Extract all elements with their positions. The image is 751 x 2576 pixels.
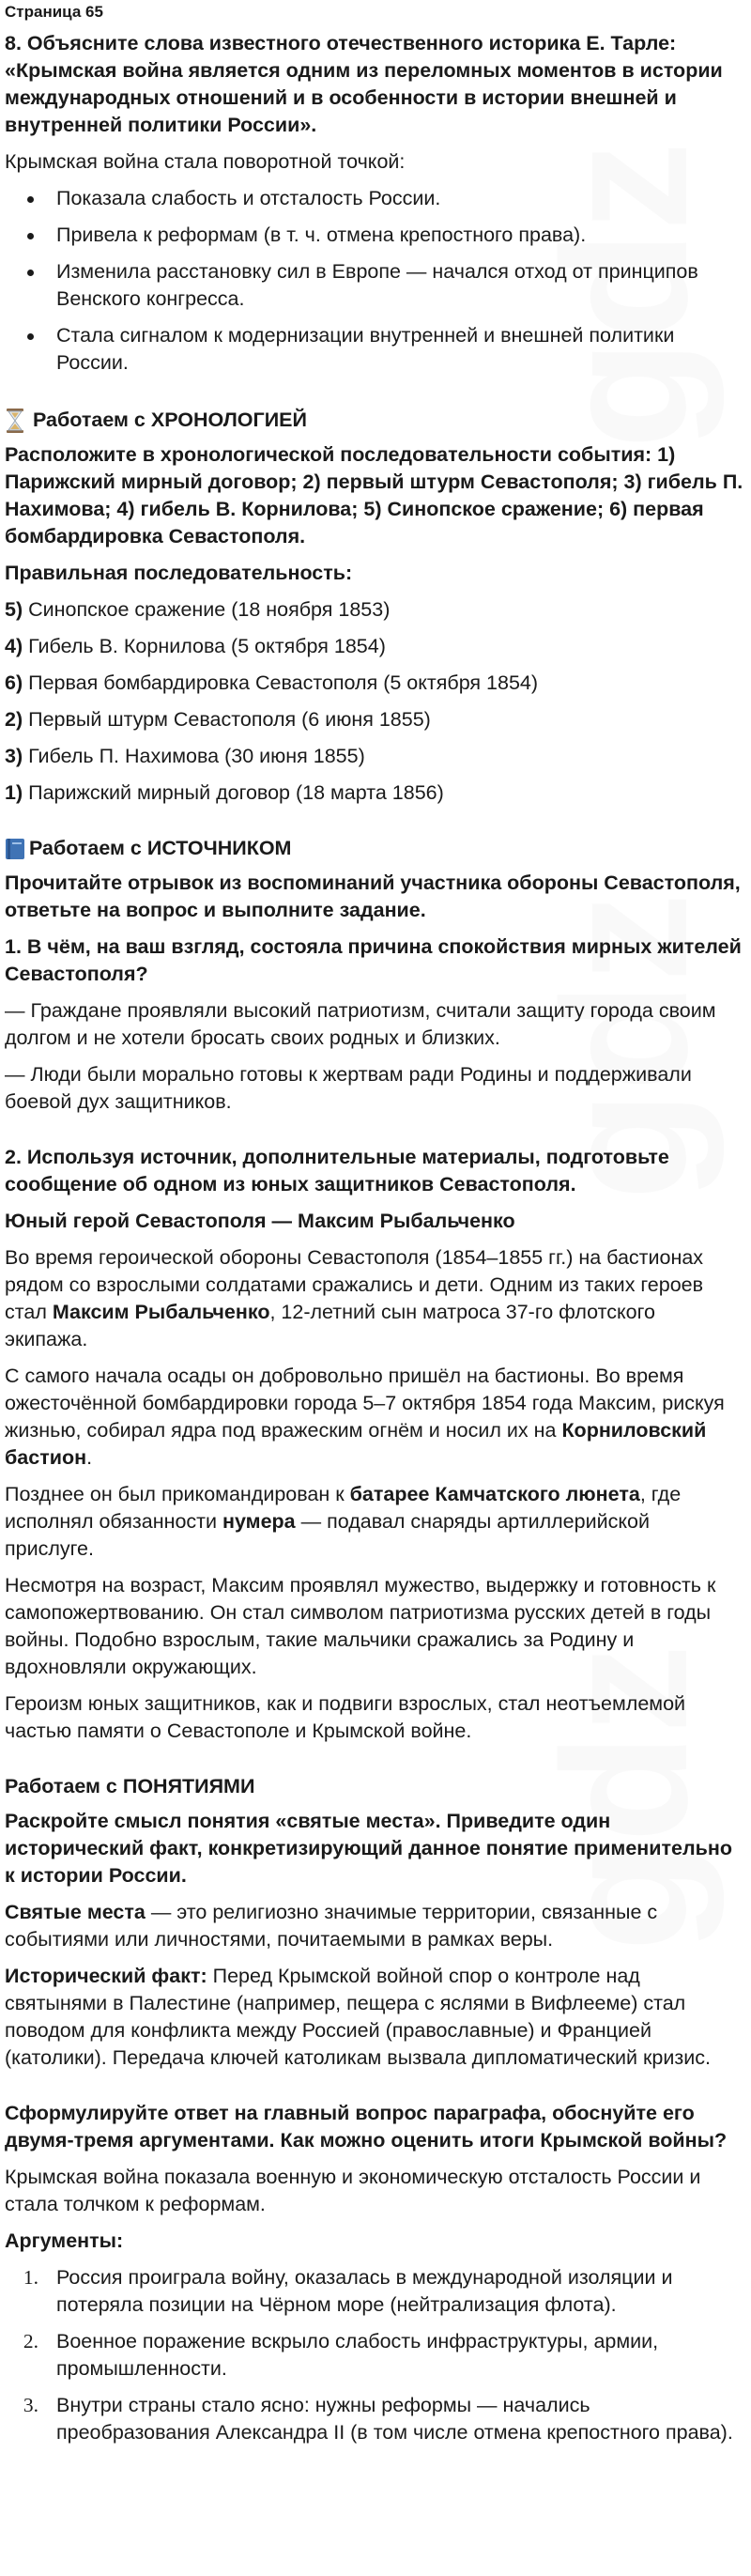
concepts-fact: Исторический факт: Перед Крымской войной спор о контроле над святынями в Палестине (например, пещера с яслями в Вифлееме) стал поводом для конфликта между Россией (православные) и Францией (католики). Передача ключей католикам вызвала дипломатический кризис. [5,1965,711,2069]
hero-title: Юный герой Севастополя — Максим Рыбальченко [5,1210,515,1232]
q8-section [5,30,743,377]
final-args-list [5,2264,743,2446]
list-item: Привела к реформам (в т. ч. отмена крепостного права). [5,222,743,249]
list-item: Стала сигналом к модернизации внутренней и внешней политики России. [5,322,743,377]
hero-paragraph-1: Во время героической обороны Севастополя (1854–1855 гг.) на бастионах рядом со взрослыми солдатами сражались и дети. Одним из таких героев стал Максим Рыбальченко, 12-летний сын матроса 37-го флотского экипажа. [5,1246,704,1350]
q8-intro: Крымская война стала поворотной точкой: [5,150,406,173]
list-item: 3. Внутри страны стало ясно: нужны реформы — начались преобразования Александра II (в том числе отмена крепостного права). [23,2394,733,2444]
final-answer: Крымская война показала военную и экономическую отсталость России и стала толчком к реформам. [5,2166,701,2215]
concepts-heading: Работаем с ПОНЯТИЯМИ [5,1775,255,1797]
book-icon [5,838,25,860]
chronology-sequence [5,596,743,807]
chronology-task: Расположите в хронологической последовательности события: 1) Парижский мирный договор; 2) первый штурм Севастополя; 3) гибель П. Нахимова; 4) гибель В. Корнилова; 5) Синопское сражение; 6) первая бомбардировка Севастополя. [5,443,743,548]
concepts-section [5,1773,743,2072]
q8-bullet-list [5,185,743,377]
chronology-answer-label: Правильная последовательность: [5,562,353,584]
list-item: 2) Первый штурм Севастополя (6 июня 1855) [5,708,431,731]
source-heading: Работаем с ИСТОЧНИКОМ [5,835,743,862]
list-item: 1) Парижский мирный договор (18 марта 1856) [5,781,444,804]
hero-paragraph-4: Несмотря на возраст, Максим проявлял мужество, выдержку и готовность к самопожертвованию. Он стал символом патриотизма русских детей в годы войны. Подобно взрослым, такие мальчики сражались за Родину и вдохновляли окружающих. [5,1574,716,1678]
source-section [5,835,743,1745]
hero-paragraph-2: С самого начала осады он добровольно пришёл на бастионы. Во время ожесточённой бомбардировки города 5–7 октября 1854 года Максим, рискуя жизнью, собирал ядра под вражеским огнём и носил их на Корниловский бастион. [5,1365,725,1469]
q8-question: 8. Объясните слова известного отечественного историка Е. Тарле: «Крымская война является одним из переломных моментов в истории международных отношений и в особенности в истории внешней и внутренней политики России». [5,32,723,136]
hero-paragraph-3: Позднее он был прикомандирован к батарее Камчатского люнета, где исполнял обязанности нумера — подавал снаряды артиллерийской прислуге. [5,1483,682,1560]
chronology-section [5,407,743,807]
list-item: Изменила расстановку сил в Европе — начался отход от принципов Венского конгресса. [5,258,743,313]
chronology-heading: Работаем с ХРОНОЛОГИЕЙ [5,407,743,434]
source-answer-1a: — Граждане проявляли высокий патриотизм, считали защиту города своим долгом и не хотели бросать своих родных и близких. [5,999,716,1049]
final-section [5,2100,743,2446]
list-item: 5) Синопское сражение (18 ноября 1853) [5,598,391,621]
list-item: 6) Первая бомбардировка Севастополя (5 октября 1854) [5,671,539,694]
list-item: 4) Гибель В. Корнилова (5 октября 1854) [5,635,386,657]
list-item: 3) Гибель П. Нахимова (30 июня 1855) [5,745,365,767]
source-answer-1b: — Люди были морально готовы к жертвам ради Родины и поддерживали боевой дух защитников. [5,1063,692,1113]
hourglass-icon [5,409,25,433]
concepts-definition: Святые места — это религиозно значимые территории, связанные с событиями или личностями, почитаемыми в рамках веры. [5,1901,658,1951]
concepts-task: Раскройте смысл понятия «святые места». Приведите один исторический факт, конкретизирующий данное понятие применительно к истории России. [5,1810,732,1887]
page-number: Страница 65 [5,3,103,21]
source-question-1: 1. В чём, на ваш взгляд, состояла причина спокойствия мирных жителей Севастополя? [5,935,742,985]
source-task: Прочитайте отрывок из воспоминаний участника обороны Севастополя, ответьте на вопрос и выполните задание. [5,872,741,921]
list-item: 1. Россия проиграла войну, оказалась в международной изоляции и потеряла позиции на Чёрном море (нейтрализация флота). [23,2266,673,2316]
list-item: 2. Военное поражение вскрыло слабость инфраструктуры, армии, промышленности. [23,2330,659,2380]
hero-paragraph-5: Героизм юных защитников, как и подвиги взрослых, стал неотъемлемой частью памяти о Севастополе и Крымской войне. [5,1692,686,1742]
list-item: Показала слабость и отсталость России. [5,185,743,212]
final-question: Сформулируйте ответ на главный вопрос параграфа, обоснуйте его двумя-тремя аргументами. Как можно оценить итоги Крымской войны? [5,2102,728,2152]
final-args-label: Аргументы: [5,2229,124,2252]
source-question-2: 2. Используя источник, дополнительные материалы, подготовьте сообщение об одном из юных защитников Севастополя. [5,1146,669,1195]
